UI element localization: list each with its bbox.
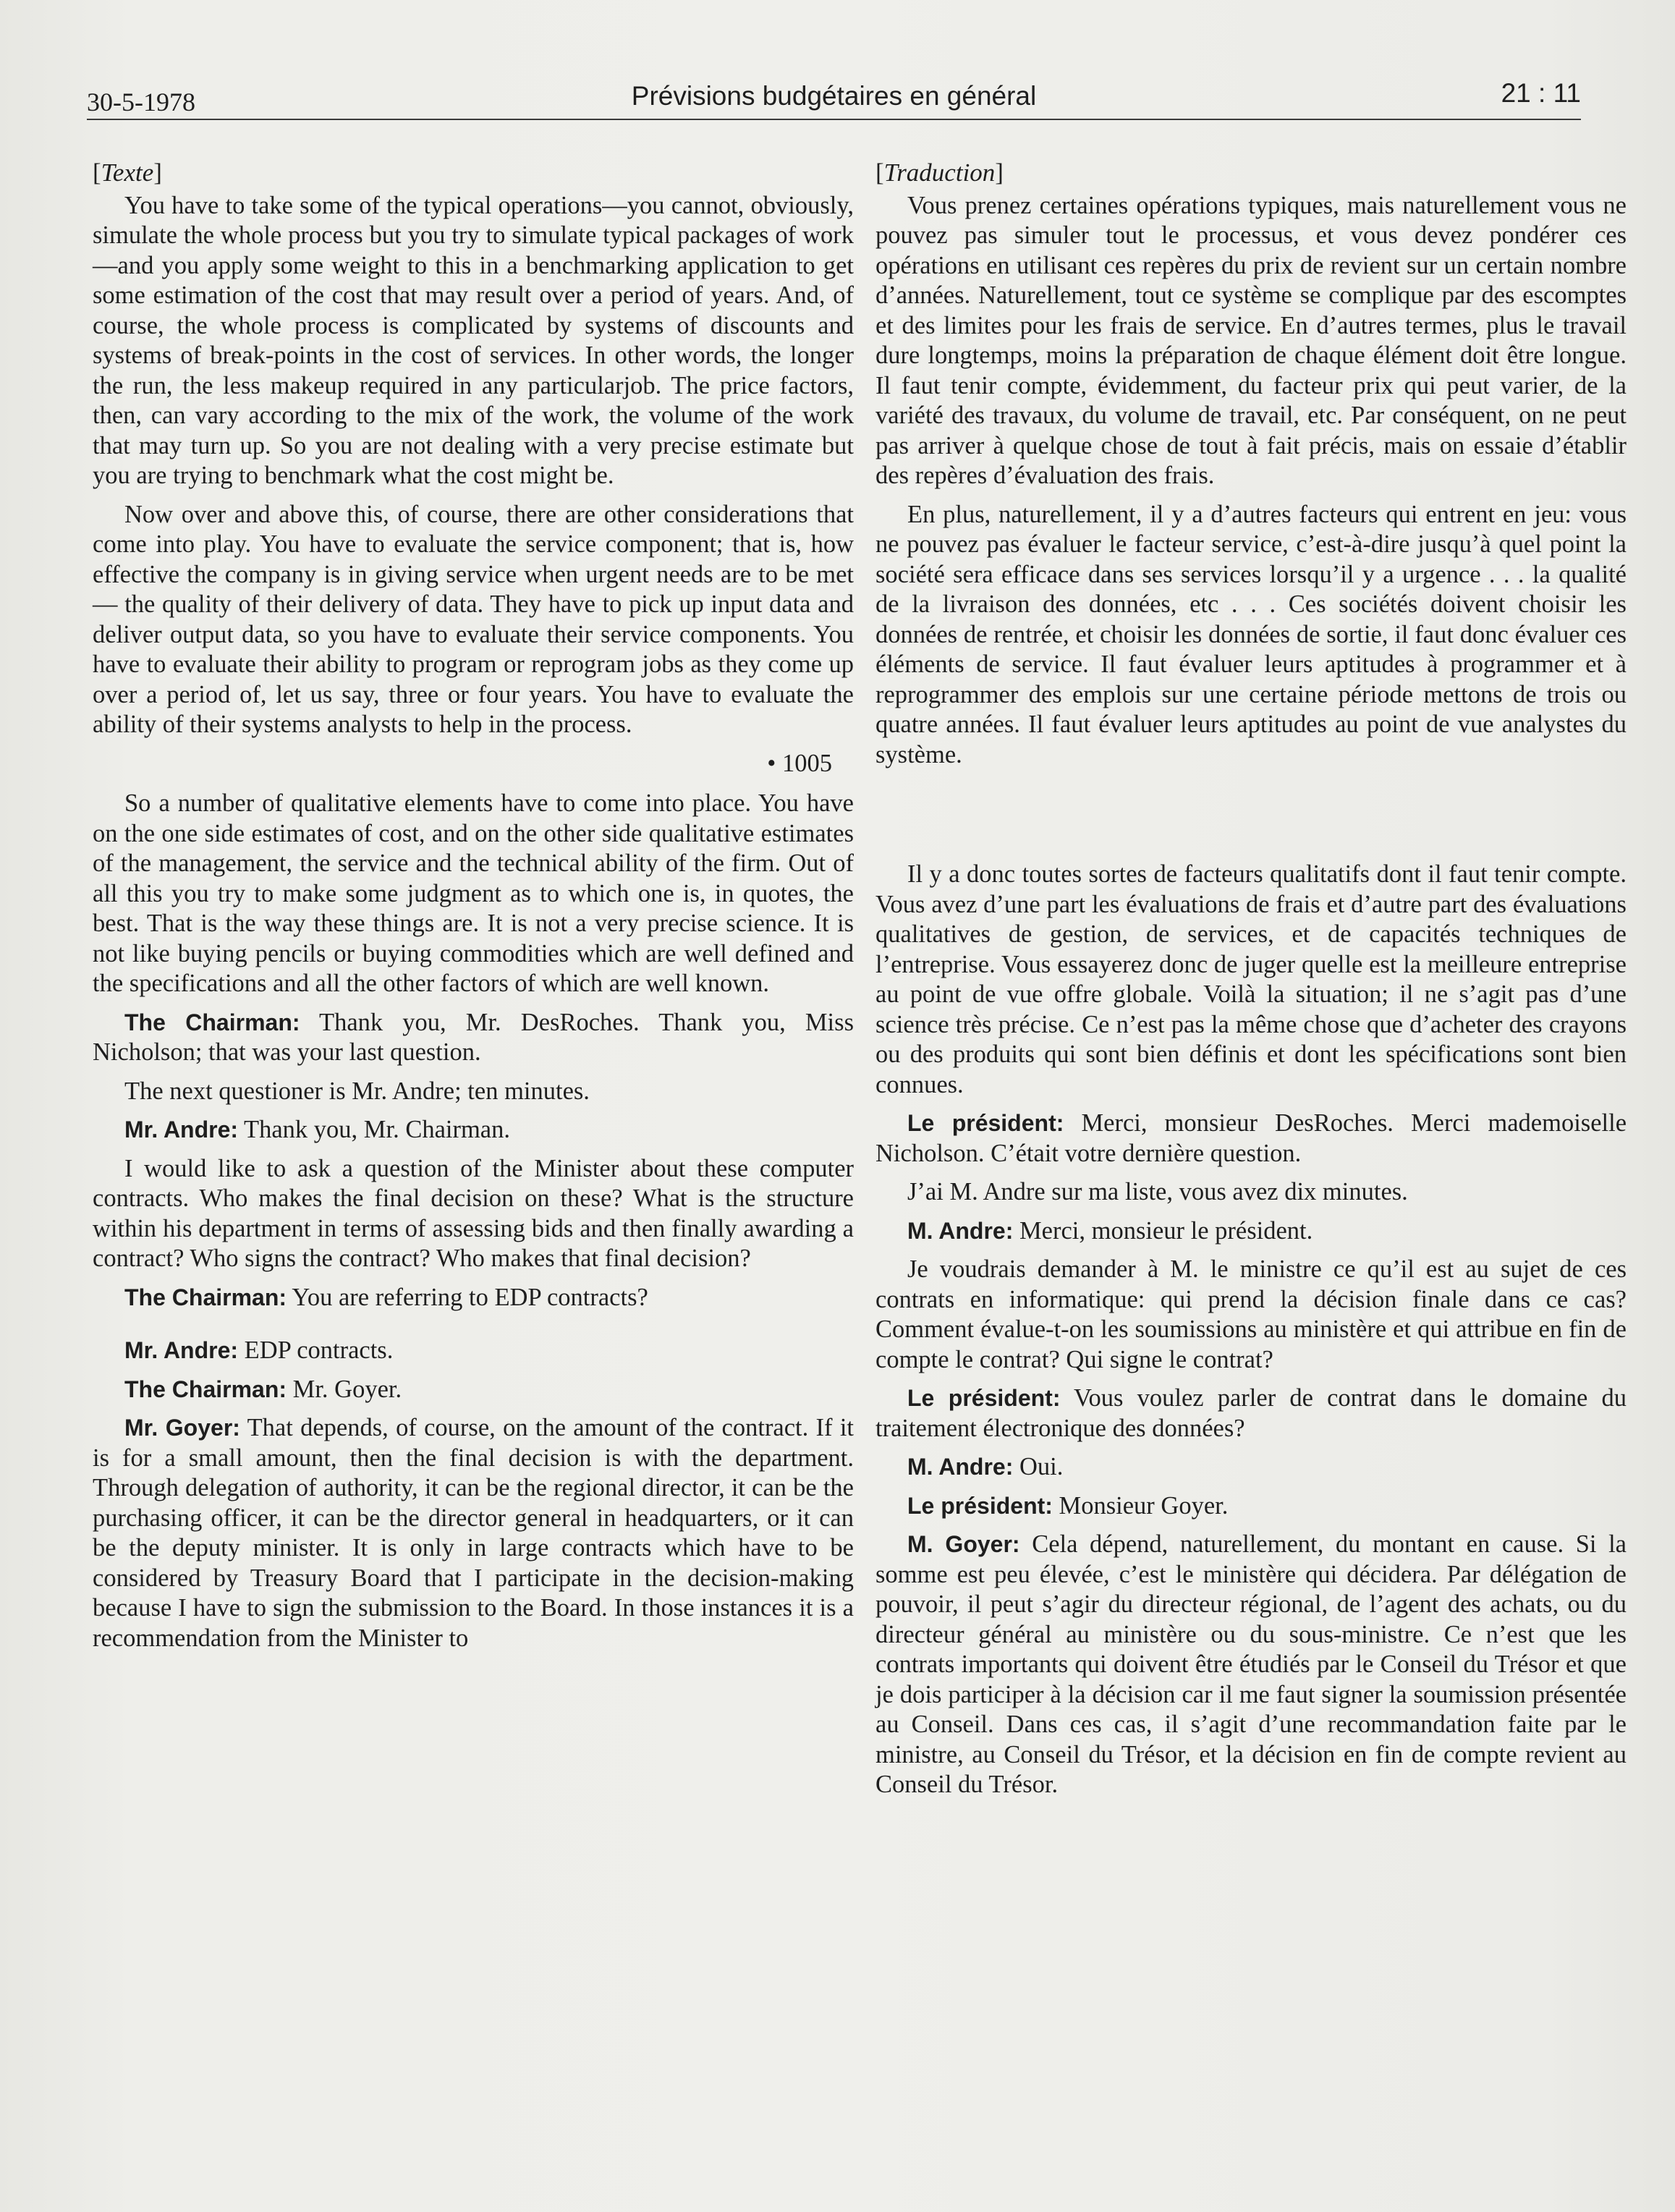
header-title: Prévisions budgétaires en général <box>631 81 1037 111</box>
speaker-paragraph: The Chairman: You are referring to EDP contracts? <box>124 1283 648 1311</box>
speaker-paragraph: M. Andre: Oui. <box>907 1453 1064 1480</box>
speaker-paragraph: Mr. Andre: Thank you, Mr. Chairman. <box>124 1116 510 1143</box>
paragraph: En plus, naturellement, il y a d’autres facteurs qui entrent en jeu: vous ne pouvez pas évaluer le facteur service, c’est-à-dire jusqu’à quel point la société sera efficace dans ses services lorsqu’il y a urgence . . . la qualité de la livraison des données, etc . . . Ces sociétés doivent choisir les données de rentrée, et choisir les données de sortie, il faut donc évaluer ces éléments de service. Il faut évaluer leurs aptitudes à programmer et à reprogrammer des emplois sur une certaine période mettons de trois ou quatre années. Il faut évaluer leurs aptitudes au point de vue analystes du système. <box>875 500 1627 768</box>
speaker-paragraph: Le président: Vous voulez parler de contrat dans le domaine du traitement électronique des données? <box>875 1384 1627 1442</box>
speaker-name: Le président: <box>907 1110 1064 1136</box>
speaker-name: The Chairman: <box>124 1376 287 1402</box>
speaker-name: Mr. Andre: <box>124 1337 239 1363</box>
paragraph: You have to take some of the typical operations—you cannot, obviously, simulate the whole process but you try to simulate typical packages of work—and you apply some weight to this in a benchmarking application to get some estimation of the cost that may result over a period of years. And, of course, the whole process is complicated by systems of discounts and systems of break-points in the cost of services. In other words, the longer the run, the less makeup required in any particularjob. The price factors, then, can vary according to the mix of the work, the volume of the work that may turn up. So you are not dealing with a very precise estimate but you are trying to benchmark what the cost might be. <box>93 191 854 489</box>
paragraph: I would like to ask a question of the Minister about these computer contracts. Who makes the final decision on these? What is the structure within his department in terms of assessing bids and then finally awarding a contract? Who signs the contract? Who makes that final decision? <box>93 1154 854 1272</box>
time-marker: • 1005 <box>767 749 832 777</box>
paragraph: Vous prenez certaines opérations typiques, mais naturellement vous ne pouvez pas simuler tout le processus, et vous devez pondérer ces opérations en utilisant ces repères du prix de revient sur un certain nombre d’années. Naturellement, tout ce système se complique par des escomptes et des limites pour les frais de service. En d’autres termes, plus le travail dure longtemps, moins la préparation de chaque élément doit être longue. Il faut tenir compte, évidemment, du facteur prix qui peut varier, de la variété des travaux, du volume de travail, etc. Par conséquent, on ne peut pas arriver à quelque chose de tout à fait précis, mais on essaie d’établir des repères d’évaluation des frais. <box>875 191 1627 489</box>
speaker-paragraph: Le président: Merci, monsieur DesRoches. Merci mademoiselle Nicholson. C’était votre dernière question. <box>875 1109 1627 1167</box>
speaker-name: Mr. Goyer: <box>124 1415 240 1441</box>
speaker-paragraph: The Chairman: Mr. Goyer. <box>124 1375 402 1403</box>
speaker-name: M. Goyer: <box>907 1531 1020 1557</box>
speaker-paragraph: Mr. Goyer: That depends, of course, on the amount of the contract. If it is for a small amount, then the final decision is with the department. Through delegation of authority, it can be the regional director, it can be the purchasing officer, it can be the director general in headquarters, or it can be the deputy minister. It is only in large contracts which have to be considered by Treasury Board that I participate in the decision-making because I have to sign the submission to the Board. In those instances it is a recommendation from the Minister to <box>93 1414 854 1652</box>
speaker-name: The Chairman: <box>124 1284 287 1310</box>
speaker-name: M. Andre: <box>907 1454 1014 1480</box>
paragraph: Il y a donc toutes sortes de facteurs qualitatifs dont il faut tenir compte. Vous avez d’une part les évaluations de frais et d’autre part des évaluations qualitatives de gestion, de services, et de capacités techniques de l’entreprise. Vous essayerez donc de juger quelle est la meilleure entreprise au point de vue offre globale. Voilà la situation; il ne s’agit pas d’une science très précise. Ce n’est pas la même chose que d’acheter des crayons ou des produits qui sont bien définis et dont les spécifications sont bien connues. <box>875 860 1627 1098</box>
speaker-name: Le président: <box>907 1492 1053 1519</box>
speaker-name: The Chairman: <box>124 1009 300 1035</box>
paragraph: J’ai M. Andre sur ma liste, vous avez dix minutes. <box>907 1178 1408 1205</box>
speaker-paragraph: Mr. Andre: EDP contracts. <box>124 1336 394 1364</box>
speaker-name: Mr. Andre: <box>124 1116 239 1143</box>
speaker-paragraph: The Chairman: Thank you, Mr. DesRoches. Thank you, Miss Nicholson; that was your last question. <box>93 1008 854 1066</box>
speaker-paragraph: Le président: Monsieur Goyer. <box>907 1491 1229 1520</box>
language-label-traduction: [Traduction] <box>875 158 1004 187</box>
header-date: 30-5-1978 <box>87 88 195 116</box>
language-label-texte: [Texte] <box>93 158 162 187</box>
paragraph: Now over and above this, of course, there are other considerations that come into play. You have to evaluate the service component; that is, how effective the company is in giving service when urgent needs are to be met— the quality of their delivery of data. They have to pick up input data and deliver output data, so you have to evaluate their service components. You have to evaluate their ability to program or reprogram jobs as they come up over a period of, let us say, three or four years. You have to evaluate the ability of their systems analysts to help in the process. <box>93 500 854 738</box>
paragraph: So a number of qualitative elements have to come into place. You have on the one side estimates of cost, and on the other side qualitative estimates of the management, the service and the technical ability of the firm. Out of all this you try to make some judgment as to which one is, in quotes, the best. That is the way these things are. It is not a very precise science. It is not like buying pencils or buying commodities which are well defined and the specifications and all the other factors of which are well known. <box>93 789 854 997</box>
speaker-name: Le président: <box>907 1385 1061 1411</box>
speaker-paragraph: M. Andre: Merci, monsieur le président. <box>907 1216 1313 1245</box>
speaker-name: M. Andre: <box>907 1217 1014 1244</box>
header-page-number: 21 : 11 <box>1501 78 1581 108</box>
english-column <box>93 158 854 1662</box>
page-header <box>87 75 1581 120</box>
speaker-paragraph: M. Goyer: Cela dépend, naturellement, du montant en cause. Si la somme est peu élevée, c’est le ministère qui décidera. Par délégation de pouvoir, il peut s’agir du directeur régional, de l’agent des achats, ou du directeur général au ministère ou du sous-ministre. Ce n’est que les contrats importants qui doivent être étudiés par le Conseil du Trésor et que je dois participer à la décision car il me faut signer la soumission présentée au Conseil. Dans ces cas, il s’agit d’une recommandation faite par le ministre, au Conseil du Trésor, et la décision en fin de compte revient au Conseil du Trésor. <box>875 1530 1627 1798</box>
french-column <box>875 158 1627 1809</box>
paragraph: The next questioner is Mr. Andre; ten minutes. <box>124 1077 590 1105</box>
paragraph: Je voudrais demander à M. le ministre ce qu’il est au sujet de ces contrats en informatique: qui prend la décision finale dans ce cas? Comment évalue-t-on les soumissions au ministère et qui attribue en fin de compte le contrat? Qui signe le contrat? <box>875 1255 1627 1373</box>
